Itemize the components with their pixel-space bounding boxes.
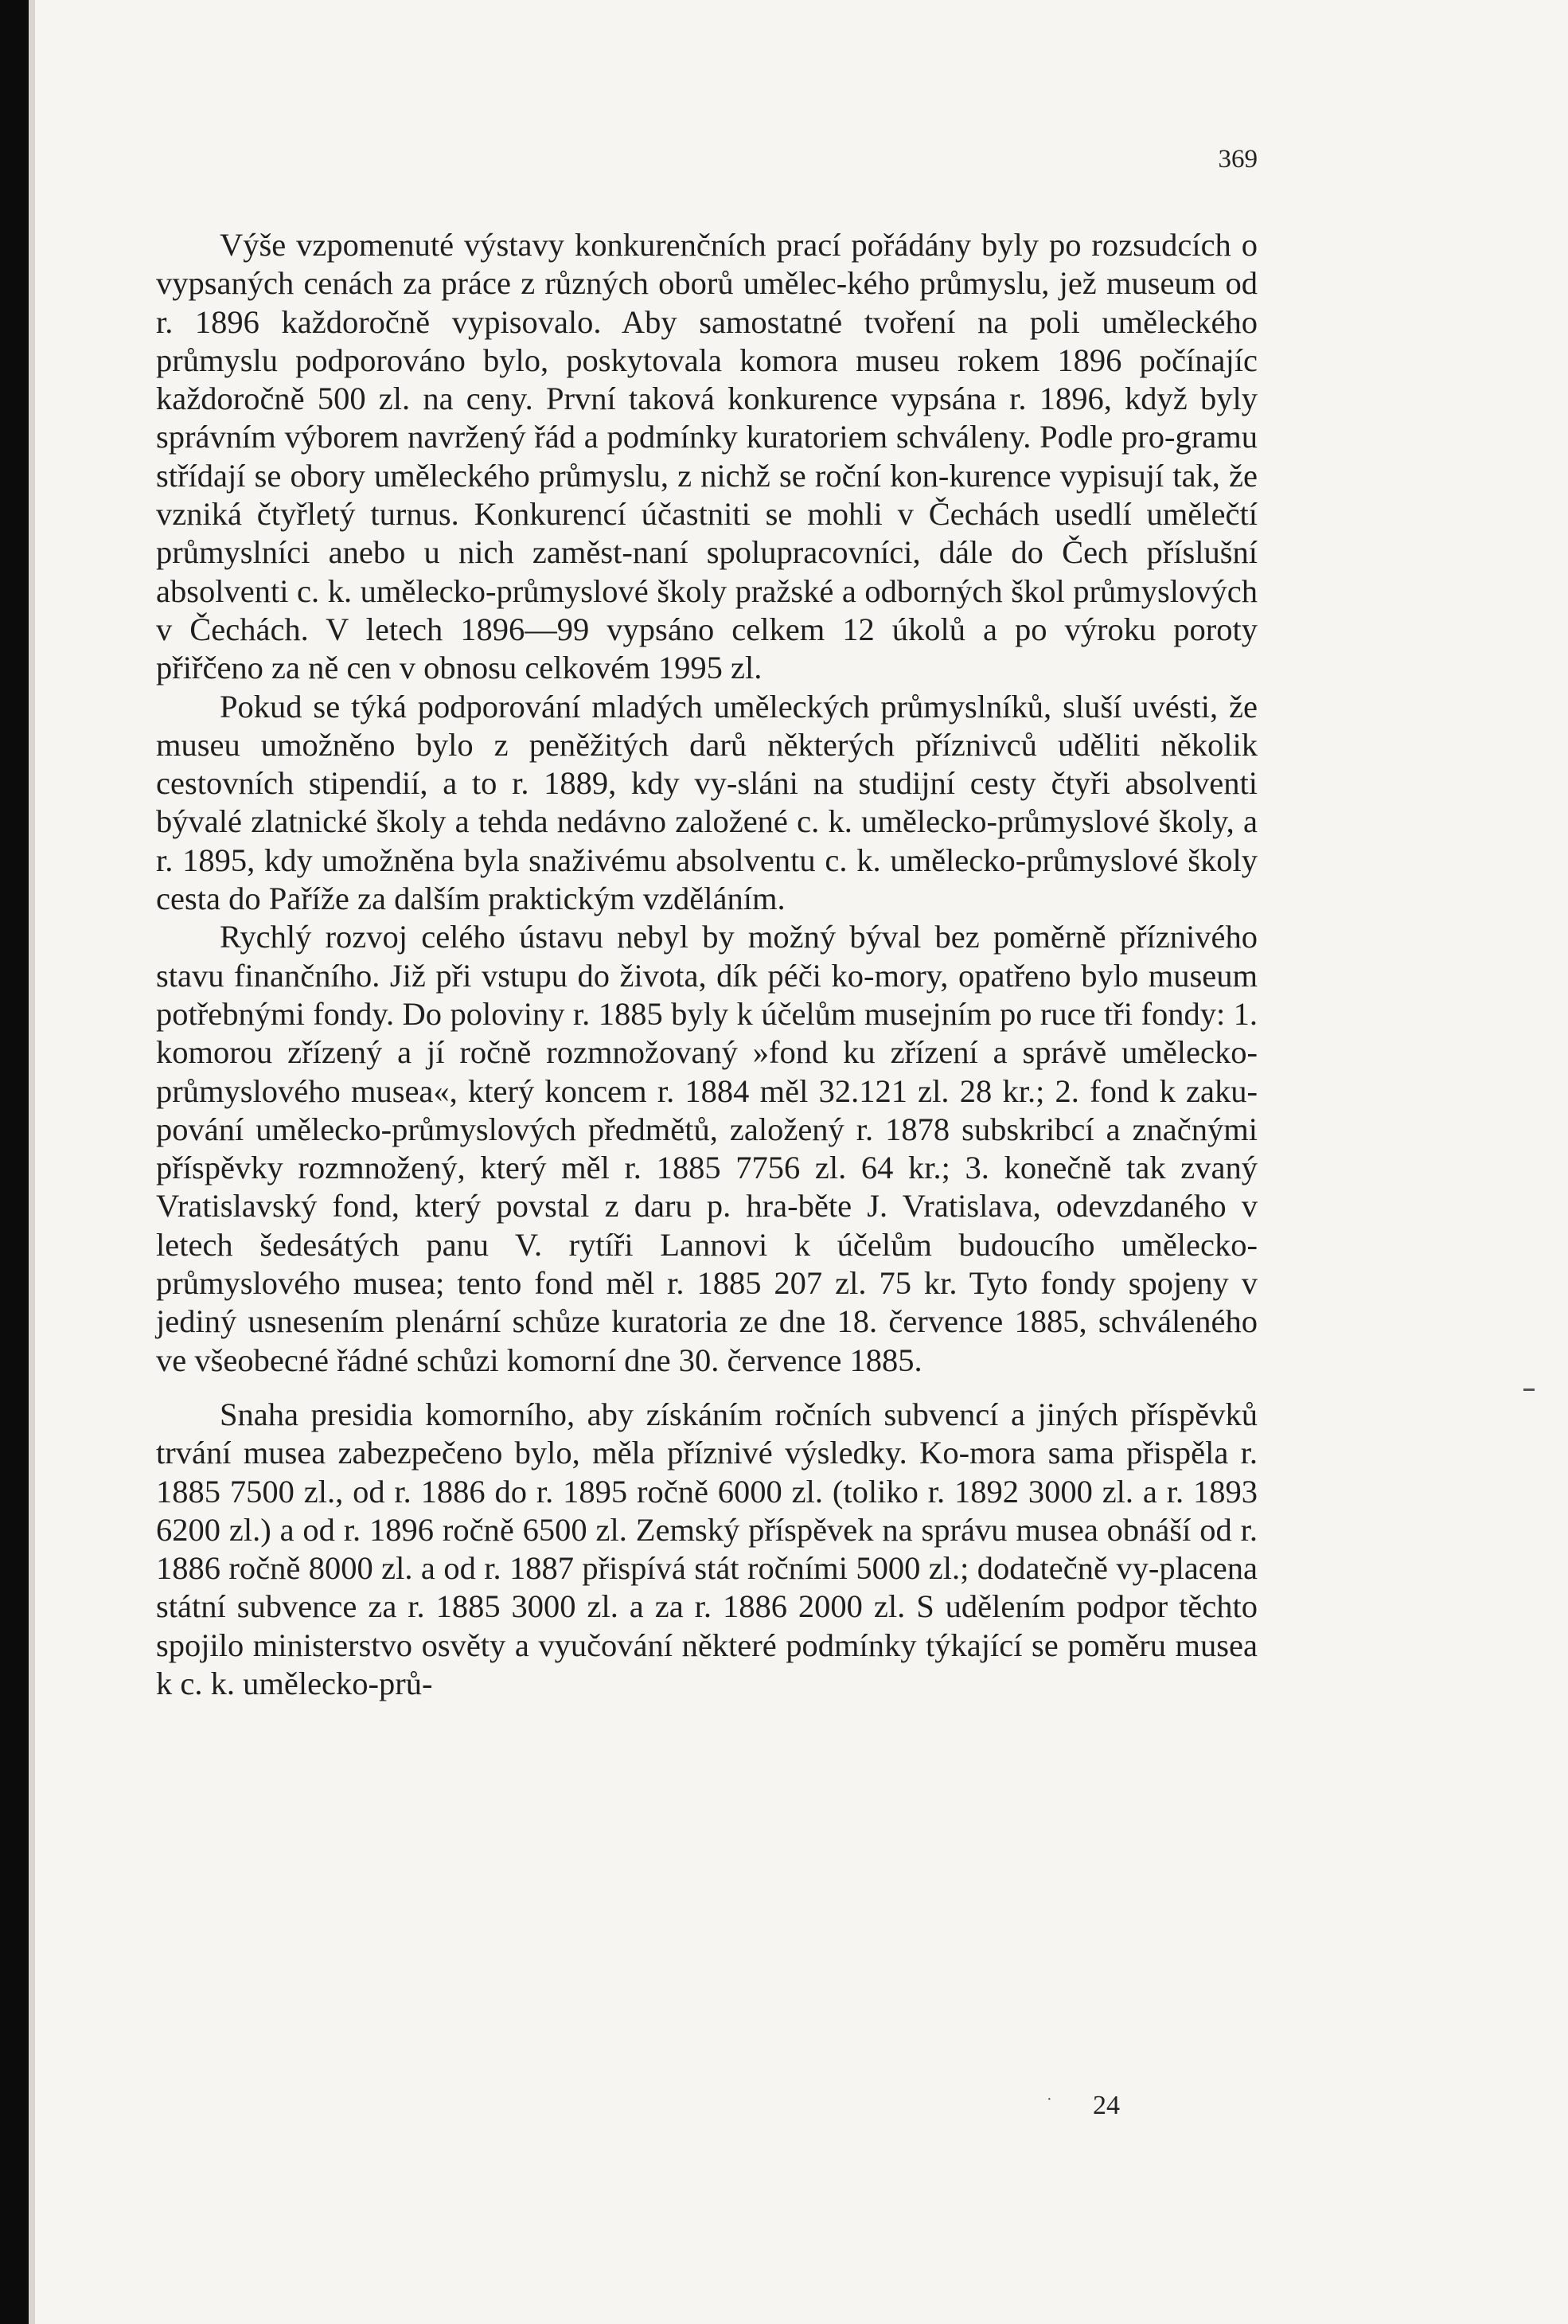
page-number: 369 [1218,145,1258,174]
signature-mark: 24 [1093,2091,1120,2120]
book-spine-shadow [0,0,29,2324]
paragraph-subsidies: Snaha presidia komorního, aby získáním ročních subvencí a jiných příspěvků trvání musea zabezpečeno bylo, měla příznivé výsledky. Ko-mora sama přispěla r. 1885 7500 zl., od r. 1886 do r. 1895 ročně 6000 zl. (toliko r. 1892 3000 zl. a r. 1893 6200 zl.) a od r. 1896 ročně 6500 zl. Zemský příspěvek na správu musea obnáší od r. 1886 ročně 8000 zl. a od r. 1887 přispívá stát ročními 5000 zl.; dodatečně vy-placena státní subvence za r. 1885 3000 zl. a za r. 1886 2000 zl. S udělením podpor těchto spojilo ministerstvo osvěty a vyučování některé podmínky týkající se poměru musea k c. k. umělecko-prů- [156,1396,1258,1701]
previous-page-edge [29,0,35,2324]
page-edge-mark [1523,1389,1535,1391]
printer-dot: · [1047,2091,1052,2108]
paragraph-stipends: Pokud se týká podporování mladých uměleckých průmyslníků, sluší uvésti, že museu umožněno bylo z peněžitých darů některých příznivců uděliti několik cestovních stipendií, a to r. 1889, kdy vy-sláni na studijní cesty čtyři absolventi bývalé zlatnické školy a tehda nedávno založené c. k. umělecko-průmyslové školy, a r. 1895, kdy umožněna byla snaživému absolventu c. k. umělecko-průmyslové školy cesta do Paříže za dalším praktickým vzděláním. [156,688,1258,917]
paragraph-funds: Rychlý rozvoj celého ústavu nebyl by možný býval bez poměrně příznivého stavu finančního. Již při vstupu do života, dík péči ko-mory, opatřeno bylo museum potřebnými fondy. Do poloviny r. 1885 byly k účelům musejním po ruce tři fondy: 1. komorou zřízený a jí ročně rozmnožovaný »fond ku zřízení a správě umělecko-průmyslového musea«, který koncem r. 1884 měl 32.121 zl. 28 kr.; 2. fond k zaku-pování umělecko-průmyslových předmětů, založený r. 1878 subskribcí a značnými příspěvky rozmnožený, který měl r. 1885 7756 zl. 64 kr.; 3. konečně tak zvaný Vratislavský fond, který povstal z daru p. hra-běte J. Vratislava, odevzdaného v letech šedesátých panu V. rytíři Lannovi k účelům budoucího umělecko-průmyslového musea; tento fond měl r. 1885 207 zl. 75 kr. Tyto fondy spojeny v jediný usnesením plenární schůze kuratoria ze dne 18. července 1885, schváleného ve všeobecné řádné schůzi komorní dne 30. července 1885. [156,919,1258,1378]
paragraph-competitions: Výše vzpomenuté výstavy konkurenčních prací pořádány byly po rozsudcích o vypsaných cenách za práce z různých oborů umělec-kého průmyslu, jež museum od r. 1896 každoročně vypisovalo. Aby samostatné tvoření na poli uměleckého průmyslu podporováno bylo, poskytovala komora museu rokem 1896 počínajíc každoročně 500 zl. na ceny. První taková konkurence vypsána r. 1896, když byly správním výborem navržený řád a podmínky kuratoriem schváleny. Podle pro-gramu střídají se obory uměleckého průmyslu, z nichž se roční kon-kurence vypisují tak, že vzniká čtyřletý turnus. Konkurencí účastniti se mohli v Čechách usedlí umělečtí průmyslníci anebo u nich zaměst-naní spolupracovníci, dále do Čech příslušní absolventi c. k. umělecko-průmyslové školy pražské a odborných škol průmyslových v Čechách. V letech 1896—99 vypsáno celkem 12 úkolů a po výroku poroty přiřčeno za ně cen v obnosu celkovém 1995 zl. [156,227,1258,686]
body-text [156,226,1258,1703]
